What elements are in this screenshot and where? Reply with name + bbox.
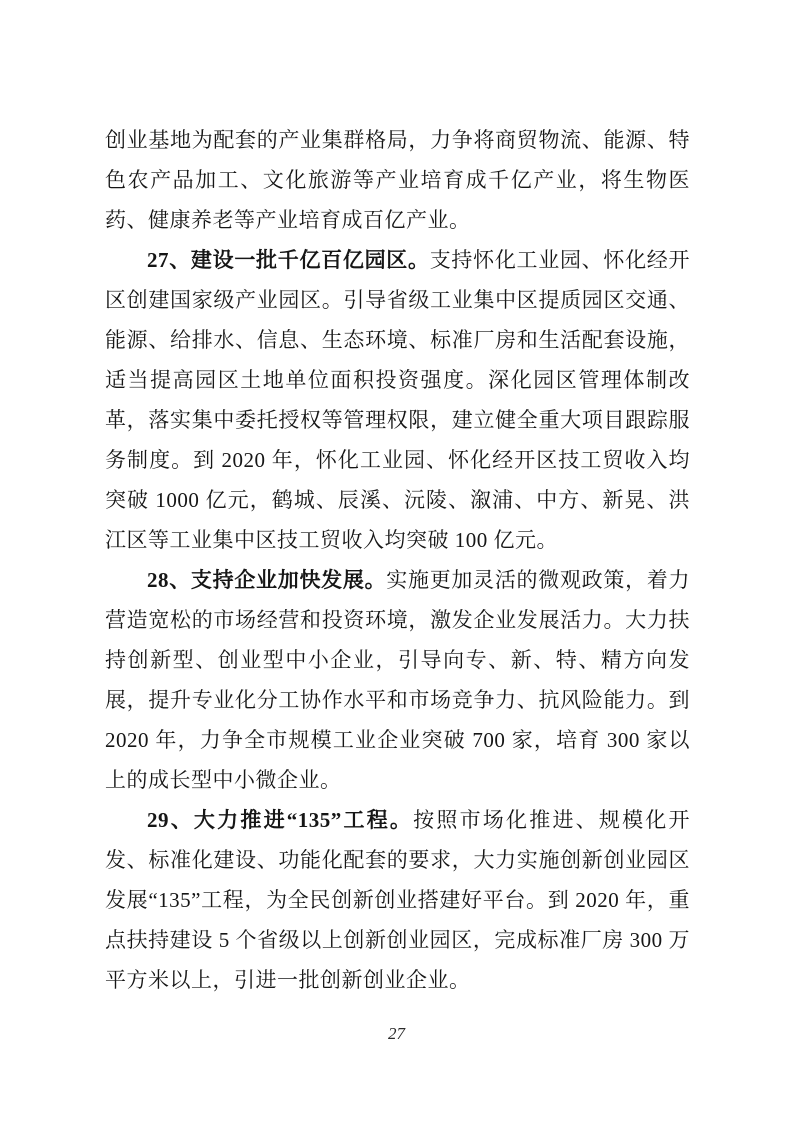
paragraph-text: 按照市场化推进、规模化开发、标准化建设、功能化配套的要求，大力实施创新创业园区发展“135”工程，为全民创新创业搭建好平台。到 2020 年，重点扶持建设 5 个省级以上创新创业园区，完成标准厂房 300 万平方米以上，引进一批创新创业企业。 (105, 808, 691, 992)
page-number: 27 (388, 1024, 405, 1043)
paragraph (105, 240, 690, 560)
paragraph-heading: 28、支持企业加快发展。 (147, 568, 387, 592)
paragraph (105, 560, 690, 800)
paragraph-text: 实施更加灵活的微观政策，着力营造宽松的市场经营和投资环境，激发企业发展活力。大力扶持创新型、创业型中小企业，引导向专、新、特、精方向发展，提升专业化分工协作水平和市场竞争力、抗风险能力。到 2020 年，力争全市规模工业企业突破 700 家，培育 300 家以上的成长型中小微企业。 (105, 568, 691, 792)
paragraph-text: 创业基地为配套的产业集群格局，力争将商贸物流、能源、特色农产品加工、文化旅游等产业培育成千亿产业，将生物医药、健康养老等产业培育成百亿产业。 (105, 128, 690, 232)
paragraph-heading: 29、大力推进“135”工程。 (147, 808, 414, 832)
paragraph-heading: 27、建设一批千亿百亿园区。 (147, 248, 430, 272)
document-body (105, 120, 690, 1000)
paragraph (105, 800, 690, 1000)
paragraph (105, 120, 690, 240)
paragraph-text: 支持怀化工业园、怀化经开区创建国家级产业园区。引导省级工业集中区提质园区交通、能源、给排水、信息、生态环境、标准厂房和生活配套设施，适当提高园区土地单位面积投资强度。深化园区管理体制改革，落实集中委托授权等管理权限，建立健全重大项目跟踪服务制度。到 2020 年，怀化工业园、怀化经开区技工贸收入均突破 1000 亿元，鹤城、辰溪、沅陵、溆浦、中方、新晃、洪江区等工业集中区技工贸收入均突破 100 亿元。 (105, 248, 691, 552)
